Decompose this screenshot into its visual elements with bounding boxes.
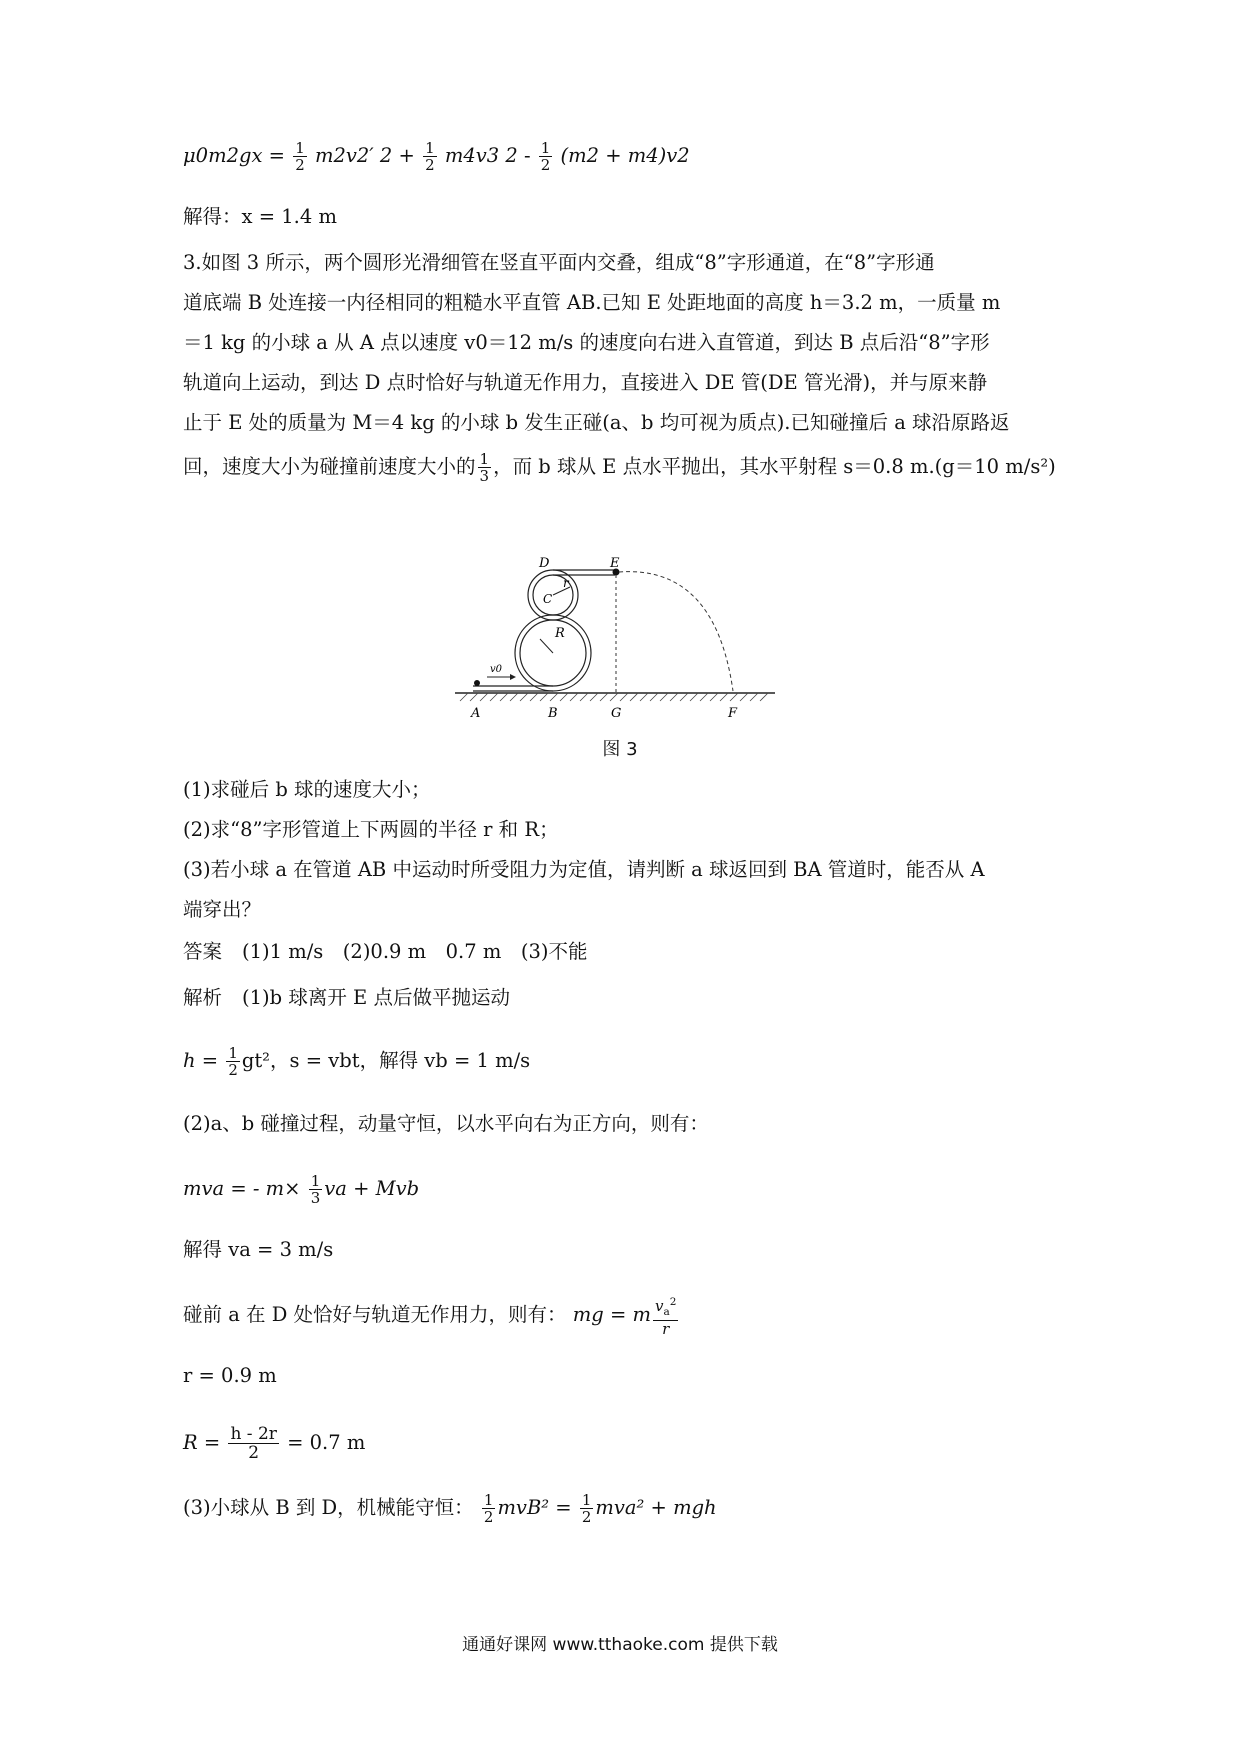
figure-caption: 图 3	[602, 739, 638, 760]
figure-8-track-diagram	[455, 555, 785, 735]
label-A: A	[471, 706, 481, 721]
label-D: D	[539, 556, 550, 571]
eq-lhs: μ0m2gx	[183, 144, 263, 167]
label-F: F	[728, 706, 738, 721]
footer-watermark: 通通好课网 www.tthaoke.com 提供下载	[462, 1635, 778, 1655]
analysis-line-1: 解析 (1)b 球离开 E 点后做平抛运动	[183, 986, 510, 1009]
analysis-r-result: r = 0.9 m	[183, 1364, 277, 1387]
analysis-R-result: R = $\frac{h - 2r}{2}$ = 0.7 m	[183, 1424, 366, 1463]
problem-statement: 3.如图 3 所示，两个圆形光滑细管在竖直平面内交叠，组成“8”字形通道，在“8”字形通 道底端 B 处连接一内径相同的粗糙水平直管 AB.已知 E 处距地面的高度 h＝3.2 m，一质量 m ＝1 kg 的小球 a 从 A 点以速度 v0＝12 m/s 的速度向右进入直管道，到达 B 点后沿“8”字形 轨道向上运动，到达 D 点时恰好与轨道无作用力，直接进入 DE 管(DE 管光滑)，并与原来静 止于 E 处的质量为 M＝4 kg 的小球 b 发生正碰(a、b 均可视为质点).已知碰撞后 a 球沿原路返 回，速度大小为碰撞前速度大小的 $\frac{1}{3}$ ，而 b 球从 E 点水平抛出，其水平射程 s＝0.8 m.(g＝10 m/s²)	[183, 243, 1063, 487]
fraction-half: $\frac{1}{2}$	[295, 139, 305, 174]
question-list	[183, 770, 1063, 930]
fraction-half: $\frac{1}{2}$	[425, 139, 435, 174]
analysis-va-result: 解得 va = 3 m/s	[183, 1238, 334, 1261]
analysis-line-3: 碰前 a 在 D 处恰好与轨道无作用力，则有： mg = m $\frac{v_a^2}{r}$	[183, 1296, 677, 1338]
label-B: B	[548, 706, 558, 721]
eq-term2: m4v3 2	[444, 144, 518, 167]
problem-line-6: 回，速度大小为碰撞前速度大小的 $\frac{1}{3}$ ，而 b 球从 E 点水平抛出，其水平射程 s＝0.8 m.(g＝10 m/s²)	[183, 450, 1056, 485]
analysis-eq-1: h = $\frac{1}{2}$ gt²，s = vbt，解得 vb = 1 m/s	[183, 1044, 531, 1079]
label-E: E	[610, 556, 620, 571]
equation-energy: μ0m2gx = $\frac{1}{2}$ m2v2′ 2 + $\frac{1}{2}$ m4v3 2 - $\frac{1}{2}$ (m2 + m4)v2	[183, 139, 690, 174]
label-v0: v0	[490, 664, 503, 675]
analysis-eq-2: mva = - m× $\frac{1}{3}$ va + Mvb	[183, 1172, 420, 1207]
analysis-line-2: (2)a、b 碰撞过程，动量守恒，以水平向右为正方向，则有：	[183, 1112, 709, 1135]
question-1: (1)求碰后 b 球的速度大小；	[183, 778, 431, 801]
question-2: (2)求“8”字形管道上下两圆的半径 r 和 R；	[183, 818, 559, 841]
label-r: r	[563, 576, 569, 590]
question-3-cont: 端穿出？	[183, 898, 262, 921]
label-G: G	[611, 706, 622, 721]
eq-term1: m2v2′ 2	[314, 144, 393, 167]
analysis-line-5: (3)小球从 B 到 D，机械能守恒： $\frac{1}{2}$ mvB² = $\frac{1}{2}$ mva² + mgh	[183, 1491, 717, 1526]
question-3: (3)若小球 a 在管道 AB 中运动时所受阻力为定值，请判断 a 球返回到 BA 管道时，能否从 A	[183, 858, 985, 881]
label-R: R	[555, 626, 565, 641]
fraction-half: $\frac{1}{2}$	[540, 139, 551, 174]
answer-line: 答案 (1)1 m/s (2)0.9 m 0.7 m (3)不能	[183, 940, 588, 963]
solve-x-line: 解得：x = 1.4 m	[183, 205, 337, 228]
label-C: C	[543, 592, 553, 606]
fraction-third: $\frac{1}{3}$	[479, 450, 490, 485]
eq-term3: (m2 + m4)v2	[560, 144, 690, 167]
